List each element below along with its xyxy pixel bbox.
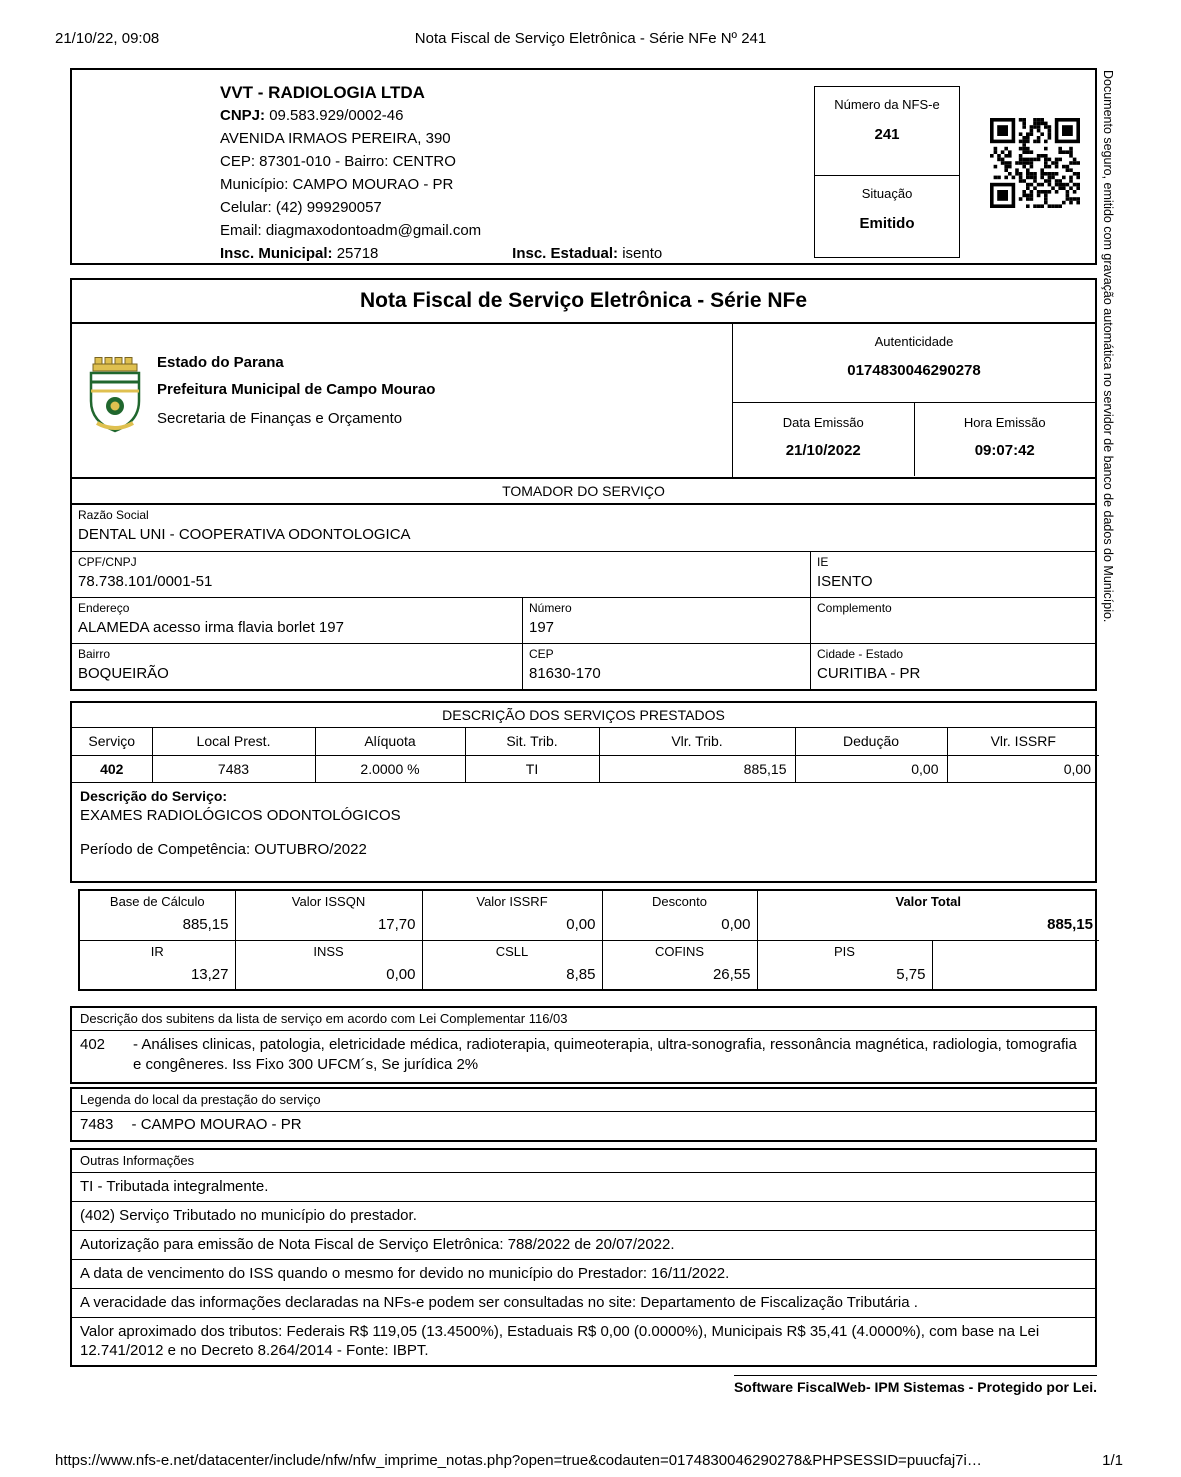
csll-cell (422, 940, 602, 989)
other-info-line: A veracidade das informações declaradas na NFs-e podem ser consultadas no site: Departamento de Fiscalização Tributária . (72, 1289, 1095, 1318)
endereco-field (72, 598, 522, 643)
cpf-cnpj-value: 78.738.101/0001-51 (78, 573, 213, 590)
legend-body (72, 1112, 1095, 1140)
pis-label: PIS (834, 943, 855, 959)
csll-value: 8,85 (566, 965, 596, 983)
print-page-title: Nota Fiscal de Serviço Eletrônica - Série NFe Nº 241 (414, 30, 767, 47)
software-credit-text: Software FiscalWeb- IPM Sistemas - Protegido por Lei. (734, 1375, 1097, 1395)
cidade-estado-field (810, 644, 1095, 689)
subitems-body (72, 1031, 1095, 1082)
service-description-block (72, 783, 1095, 881)
ir-value: 13,27 (190, 965, 229, 983)
valor-total-value: 885,15 (1047, 916, 1093, 933)
col-local-prest: Local Prest. (152, 728, 315, 755)
inss-value: 0,00 (386, 965, 416, 983)
valor-issrf-value: 0,00 (566, 916, 596, 933)
bairro-value: BOQUEIRÃO (78, 665, 169, 682)
provider-insc-municipal (220, 242, 508, 265)
endereco-value: ALAMEDA acesso irma flavia borlet 197 (78, 619, 344, 636)
provider-email: Email: diagmaxodontoadm@gmail.com (220, 222, 482, 239)
cidade-estado-label: Cidade - Estado (817, 647, 904, 661)
col-vlr-issrf: Vlr. ISSRF (947, 728, 1099, 755)
razao-social-label: Razão Social (78, 508, 149, 522)
legend-code: 7483 (80, 1116, 114, 1133)
col-sit-trib: Sit. Trib. (465, 728, 599, 755)
emission-time-value: 09:07:42 (974, 442, 1035, 459)
print-url: https://www.nfs-e.net/datacenter/include/nfw/nfw_imprime_notas.php?open=true&codauten=0174830046290278&PHPSESSID=puucfaj7i… (55, 1452, 982, 1469)
cpf-cnpj-field (72, 552, 810, 597)
nfse-number-cell (815, 87, 959, 176)
competence-period: Período de Competência: OUTUBRO/2022 (80, 841, 367, 858)
nfse-status-value: Emitido (859, 215, 915, 232)
inss-label: INSS (313, 943, 344, 959)
nfse-number-value: 241 (874, 126, 900, 143)
ir-cell (80, 940, 235, 989)
complemento-field (810, 598, 1095, 643)
qr-code (990, 118, 1080, 208)
provider-municipio: Município: CAMPO MOURAO - PR (220, 176, 454, 193)
complemento-value (817, 619, 1089, 637)
empty-cell (932, 940, 1099, 989)
cpf-cnpj-label: CPF/CNPJ (78, 555, 137, 569)
numero-value: 197 (529, 619, 555, 636)
prefecture-name: Prefeitura Municipal de Campo Mourao (157, 381, 436, 398)
totals-row-1 (80, 891, 1099, 940)
insc-estadual-label: Insc. Estadual: (512, 245, 619, 262)
cell-vlr-issrf: 0,00 (947, 755, 1099, 782)
services-section-header: DESCRIÇÃO DOS SERVIÇOS PRESTADOS (72, 703, 1095, 728)
authenticity-label: Autenticidade (874, 334, 954, 349)
emission-date-cell (733, 403, 915, 476)
authenticity-box (732, 324, 1095, 477)
print-datetime: 21/10/22, 09:08 (55, 30, 160, 47)
complemento-label: Complemento (817, 601, 892, 615)
subitems-section (70, 1006, 1097, 1084)
valor-total-label: Valor Total (895, 894, 961, 909)
legend-section (70, 1087, 1097, 1142)
base-calculo-value: 885,15 (182, 916, 229, 933)
nfse-number-box (814, 86, 960, 258)
base-calculo-cell (80, 891, 235, 940)
col-vlr-trib: Vlr. Trib. (599, 728, 795, 755)
col-deducao: Dedução (795, 728, 947, 755)
main-section (70, 278, 1097, 691)
tomador-section-header: TOMADOR DO SERVIÇO (72, 477, 1095, 505)
emission-date-value: 21/10/2022 (785, 442, 861, 459)
cell-aliquota: 2.0000 % (315, 755, 465, 782)
cell-servico: 402 (72, 755, 152, 782)
print-page-number: 1/1 (1102, 1452, 1123, 1469)
municipality-text (157, 354, 435, 427)
cpf-cnpj-row (72, 551, 1095, 597)
subitem-text: - Análises clinicas, patologia, eletricidade médica, radioterapia, quimeoterapia, ultra-sonografia, ressonância magnética, radiologia, tomografia e congêneres. Iss Fixo 300 UFCM´s, Se jurídica 2% (133, 1036, 1077, 1073)
col-servico: Serviço (72, 728, 152, 755)
cell-sit-trib: TI (465, 755, 599, 782)
authenticity-cell (733, 324, 1095, 403)
insc-municipal-value: 25718 (336, 245, 379, 262)
secure-document-note: Documento seguro, emitido com gravação automática no servidor de banco de dados do Município. (1101, 70, 1115, 623)
bairro-label: Bairro (78, 647, 111, 661)
coat-of-arms-icon (82, 356, 148, 436)
valor-issqn-label: Valor ISSQN (291, 894, 366, 909)
other-info-line: Autorização para emissão de Nota Fiscal de Serviço Eletrônica: 788/2022 de 20/07/2022. (72, 1231, 1095, 1260)
other-info-line: (402) Serviço Tributado no município do prestador. (72, 1202, 1095, 1231)
desconto-value: 0,00 (721, 916, 751, 933)
document-title: Nota Fiscal de Serviço Eletrônica - Série NFe (72, 280, 1095, 324)
emission-time-label: Hora Emissão (963, 415, 1046, 430)
secretary-name: Secretaria de Finanças e Orçamento (157, 410, 403, 427)
valor-issqn-value: 17,70 (377, 916, 416, 933)
authenticity-code: 0174830046290278 (847, 362, 981, 379)
razao-social-value: DENTAL UNI - COOPERATIVA ODONTOLOGICA (78, 526, 411, 543)
emission-time-cell (915, 403, 1096, 476)
cofins-value: 26,55 (712, 965, 751, 983)
nfse-status-label: Situação (861, 186, 913, 201)
invoice-document (70, 68, 1097, 1397)
services-data-row (72, 755, 1099, 782)
ir-label: IR (150, 943, 164, 959)
provider-address: AVENIDA IRMAOS PEREIRA, 390 (220, 130, 451, 147)
cep-field (522, 644, 810, 689)
provider-celular: Celular: (42) 999290057 (220, 199, 382, 216)
services-table (72, 728, 1095, 783)
other-info-line: TI - Tributada integralmente. (72, 1173, 1095, 1202)
ie-value: ISENTO (817, 573, 873, 590)
razao-social-row (72, 505, 1095, 551)
other-info-title: Outras Informações (72, 1150, 1095, 1173)
numero-field (522, 598, 810, 643)
services-header-row (72, 728, 1099, 755)
totals-section (78, 889, 1097, 991)
provider-cnpj-value: 09.583.929/0002-46 (269, 107, 404, 124)
provider-section (70, 68, 1097, 265)
ie-field (810, 552, 1095, 597)
numero-label: Número (529, 601, 572, 615)
software-credit (70, 1375, 1097, 1397)
valor-issrf-cell (422, 891, 602, 940)
municipality-row (72, 324, 1095, 477)
valor-issqn-cell (235, 891, 422, 940)
provider-insc-estadual (512, 245, 662, 262)
ie-label: IE (817, 555, 829, 569)
nfse-status-cell (815, 176, 959, 265)
endereco-label: Endereço (78, 601, 130, 615)
col-aliquota: Alíquota (315, 728, 465, 755)
state-name: Estado do Parana (157, 354, 284, 371)
razao-social-field (72, 505, 1095, 551)
cidade-estado-value: CURITIBA - PR (817, 665, 921, 682)
provider-cep-bairro: CEP: 87301-010 - Bairro: CENTRO (220, 153, 456, 170)
cell-local-prest: 7483 (152, 755, 315, 782)
provider-cnpj-label: CNPJ: (220, 107, 266, 124)
nfse-number-label: Número da NFS-e (834, 97, 940, 112)
pis-value: 5,75 (896, 965, 926, 983)
desconto-cell (602, 891, 757, 940)
totals-row-2 (80, 940, 1099, 989)
cell-deducao: 0,00 (795, 755, 947, 782)
emission-date-label: Data Emissão (782, 415, 864, 430)
emission-row (733, 403, 1095, 476)
insc-estadual-value: isento (622, 245, 663, 262)
cep-value: 81630-170 (529, 665, 601, 682)
inss-cell (235, 940, 422, 989)
cofins-label: COFINS (654, 943, 705, 959)
insc-municipal-label: Insc. Municipal: (220, 245, 333, 262)
endereco-row (72, 597, 1095, 643)
other-info-section (70, 1148, 1097, 1367)
cell-vlr-trib: 885,15 (599, 755, 795, 782)
cofins-cell (602, 940, 757, 989)
service-description-value: EXAMES RADIOLÓGICOS ODONTOLÓGICOS (80, 807, 401, 824)
provider-name: VVT - RADIOLOGIA LTDA (220, 83, 425, 102)
desconto-label: Desconto (652, 894, 707, 909)
provider-cnpj-line (220, 104, 1095, 127)
subitems-title: Descrição dos subitens da lista de serviço em acordo com Lei Complementar 116/03 (72, 1008, 1095, 1031)
services-section (70, 701, 1097, 883)
service-description-label: Descrição do Serviço: (80, 788, 228, 804)
legend-title: Legenda do local da prestação do serviço (72, 1089, 1095, 1112)
bairro-row (72, 643, 1095, 689)
cep-label: CEP (529, 647, 554, 661)
other-info-line: Valor aproximado dos tributos: Federais R$ 119,05 (13.4500%), Estaduais R$ 0,00 (0.0000%), Municipais R$ 35,41 (4.0000%), com base na Lei 12.741/2012 e no Decreto 8.264/2014 - Fonte: IBPT. (80, 1323, 1040, 1359)
other-info-line: A data de vencimento do ISS quando o mesmo for devido no município do Prestador: 16/11/2022. (72, 1260, 1095, 1289)
valor-total-cell (757, 891, 1099, 940)
bairro-field (72, 644, 522, 689)
subitem-code: 402 (80, 1036, 106, 1053)
pis-cell (757, 940, 932, 989)
valor-issrf-label: Valor ISSRF (476, 894, 548, 909)
base-calculo-label: Base de Cálculo (109, 894, 205, 909)
provider-insc-line (220, 242, 1095, 265)
csll-label: CSLL (495, 943, 529, 959)
legend-text: - CAMPO MOURAO - PR (131, 1116, 302, 1133)
